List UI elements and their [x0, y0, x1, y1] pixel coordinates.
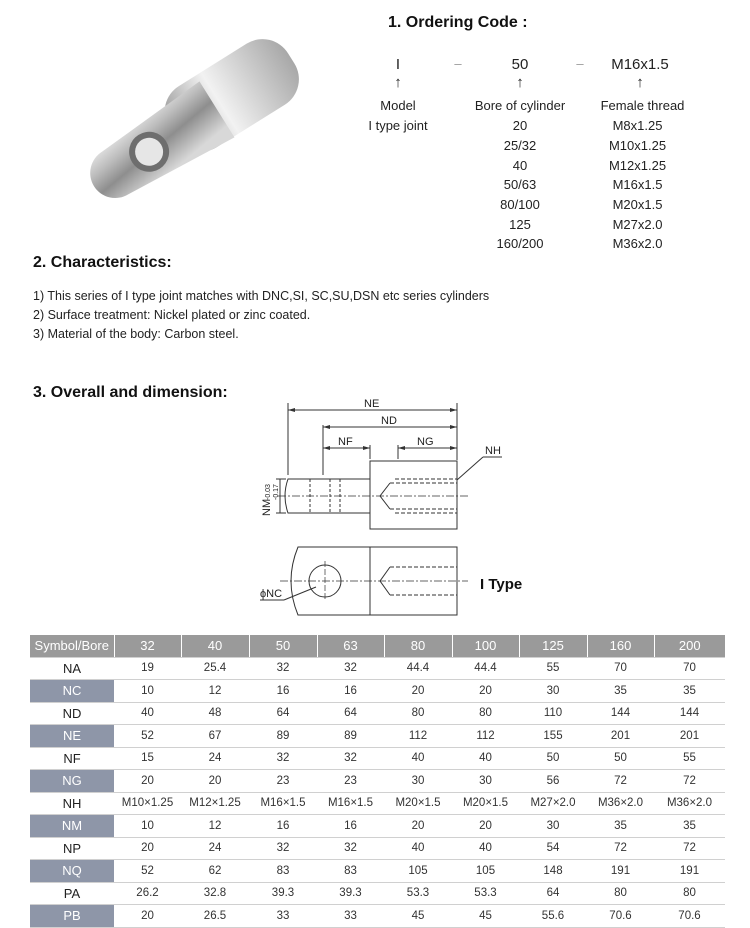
label-nc: ϕNC — [260, 588, 283, 600]
bore-value: 125 — [509, 217, 531, 232]
value-cell: 32 — [317, 837, 384, 860]
value-cell: 30 — [519, 680, 587, 703]
thread-value: M36x2.0 — [612, 236, 663, 251]
table-header-row — [30, 635, 725, 657]
dimension-heading: 3. Overall and dimension: — [33, 384, 228, 401]
value-cell: M10×1.25 — [114, 792, 181, 815]
value-cell: M36×2.0 — [654, 792, 725, 815]
value-cell: 148 — [519, 860, 587, 883]
table-row — [30, 792, 725, 815]
value-cell: 20 — [114, 770, 181, 793]
symbol-cell: NH — [30, 792, 114, 815]
value-cell: 19 — [114, 657, 181, 680]
value-cell: 35 — [654, 815, 725, 838]
value-cell: 201 — [587, 725, 654, 748]
value-cell: 70 — [587, 657, 654, 680]
value-cell: 32 — [317, 747, 384, 770]
value-cell: 30 — [384, 770, 452, 793]
value-cell: 53.3 — [452, 882, 519, 905]
value-cell: 39.3 — [249, 882, 317, 905]
value-cell: 32 — [317, 657, 384, 680]
value-cell: 33 — [249, 905, 317, 928]
bore-header: Bore of cylinder — [474, 98, 566, 113]
value-cell: 26.2 — [114, 882, 181, 905]
symbol-cell: ND — [30, 702, 114, 725]
value-cell: 45 — [384, 905, 452, 928]
value-cell: 16 — [317, 815, 384, 838]
table-row — [30, 747, 725, 770]
value-cell: 52 — [114, 860, 181, 883]
value-cell: 45 — [452, 905, 519, 928]
value-cell: 25.4 — [181, 657, 249, 680]
value-cell: 80 — [587, 882, 654, 905]
value-cell: M16×1.5 — [317, 792, 384, 815]
value-cell: 16 — [317, 680, 384, 703]
code-separator-1: – — [454, 56, 462, 71]
value-cell: 32 — [249, 837, 317, 860]
value-cell: 80 — [654, 882, 725, 905]
value-cell: 72 — [654, 837, 725, 860]
value-cell: 144 — [654, 702, 725, 725]
value-cell: 15 — [114, 747, 181, 770]
value-cell: 40 — [114, 702, 181, 725]
table-row — [30, 837, 725, 860]
header-cell: 80 — [384, 635, 452, 657]
model-value: I type joint — [368, 118, 428, 133]
value-cell: 39.3 — [317, 882, 384, 905]
label-nm-tol-lower: -0.17 — [273, 484, 280, 500]
value-cell: 89 — [249, 725, 317, 748]
value-cell: 32 — [249, 657, 317, 680]
value-cell: 20 — [452, 815, 519, 838]
thread-value: M10x1.25 — [608, 138, 667, 153]
value-cell: 44.4 — [452, 657, 519, 680]
value-cell: 44.4 — [384, 657, 452, 680]
symbol-cell: NP — [30, 837, 114, 860]
table-row — [30, 815, 725, 838]
table-row — [30, 657, 725, 680]
label-nh: NH — [485, 445, 501, 457]
value-cell: 110 — [519, 702, 587, 725]
value-cell: 72 — [587, 837, 654, 860]
value-cell: 55 — [654, 747, 725, 770]
value-cell: 70 — [654, 657, 725, 680]
value-cell: 20 — [384, 815, 452, 838]
characteristic-line: 3) Material of the body: Carbon steel. — [33, 327, 239, 341]
value-cell: M20×1.5 — [384, 792, 452, 815]
value-cell: 16 — [249, 680, 317, 703]
bore-value: 40 — [512, 158, 528, 173]
symbol-cell: NM — [30, 815, 114, 838]
value-cell: 10 — [114, 680, 181, 703]
value-cell: 201 — [654, 725, 725, 748]
value-cell: 10 — [114, 815, 181, 838]
table-row — [30, 770, 725, 793]
label-nf: NF — [338, 436, 353, 448]
code-thread: M16x1.5 — [611, 56, 669, 73]
symbol-cell: PB — [30, 905, 114, 928]
table-row — [30, 882, 725, 905]
label-nm: NM — [261, 498, 273, 516]
value-cell: 67 — [181, 725, 249, 748]
value-cell: 191 — [654, 860, 725, 883]
characteristic-line: 2) Surface treatment: Nickel plated or zinc coated. — [33, 308, 311, 322]
value-cell: 144 — [587, 702, 654, 725]
symbol-cell: NQ — [30, 860, 114, 883]
label-ne: NE — [364, 398, 380, 410]
table-row — [30, 725, 725, 748]
value-cell: M36×2.0 — [587, 792, 654, 815]
value-cell: 40 — [384, 837, 452, 860]
value-cell: 50 — [587, 747, 654, 770]
value-cell: 20 — [452, 680, 519, 703]
value-cell: 20 — [181, 770, 249, 793]
value-cell: 80 — [384, 702, 452, 725]
value-cell: 83 — [317, 860, 384, 883]
label-ng: NG — [417, 436, 434, 448]
thread-value: M8x1.25 — [612, 118, 663, 133]
bore-value: 50/63 — [503, 177, 537, 192]
label-type: I Type — [480, 576, 523, 593]
thread-header: Female thread — [600, 98, 685, 113]
value-cell: 20 — [114, 905, 181, 928]
arrow-up-icon: ↑ — [636, 74, 644, 91]
bore-value: 160/200 — [496, 236, 544, 251]
table-row — [30, 860, 725, 883]
thread-value: M12x1.25 — [608, 158, 667, 173]
value-cell: M16×1.5 — [249, 792, 317, 815]
value-cell: 35 — [587, 680, 654, 703]
value-cell: 54 — [519, 837, 587, 860]
value-cell: 53.3 — [384, 882, 452, 905]
model-header: Model — [380, 98, 416, 113]
symbol-cell: NF — [30, 747, 114, 770]
value-cell: 155 — [519, 725, 587, 748]
symbol-cell: NA — [30, 657, 114, 680]
product-photo — [70, 25, 330, 205]
header-cell: 50 — [249, 635, 317, 657]
arrow-up-icon: ↑ — [394, 74, 402, 91]
value-cell: 112 — [384, 725, 452, 748]
thread-value: M16x1.5 — [612, 177, 663, 192]
value-cell: M12×1.25 — [181, 792, 249, 815]
value-cell: 40 — [384, 747, 452, 770]
value-cell: 48 — [181, 702, 249, 725]
value-cell: 55 — [519, 657, 587, 680]
value-cell: 23 — [249, 770, 317, 793]
table-row — [30, 680, 725, 703]
value-cell: 24 — [181, 747, 249, 770]
value-cell: 23 — [317, 770, 384, 793]
value-cell: 24 — [181, 837, 249, 860]
thread-value: M20x1.5 — [612, 197, 663, 212]
bore-value: 25/32 — [503, 138, 537, 153]
ordering-code-heading: 1. Ordering Code : — [388, 14, 528, 31]
value-cell: 55.6 — [519, 905, 587, 928]
table-row — [30, 702, 725, 725]
header-cell: 160 — [587, 635, 654, 657]
value-cell: 112 — [452, 725, 519, 748]
value-cell: 64 — [519, 882, 587, 905]
label-nm-tol-upper: -0.03 — [265, 484, 272, 500]
symbol-cell: NC — [30, 680, 114, 703]
value-cell: 105 — [384, 860, 452, 883]
thread-value: M27x2.0 — [612, 217, 663, 232]
symbol-cell: NG — [30, 770, 114, 793]
dimension-table — [30, 635, 725, 928]
value-cell: 32 — [249, 747, 317, 770]
value-cell: 72 — [654, 770, 725, 793]
value-cell: 35 — [587, 815, 654, 838]
bore-value: 20 — [512, 118, 528, 133]
code-bore: 50 — [511, 56, 529, 73]
value-cell: 32.8 — [181, 882, 249, 905]
value-cell: 70.6 — [587, 905, 654, 928]
value-cell: 72 — [587, 770, 654, 793]
value-cell: 52 — [114, 725, 181, 748]
technical-drawing — [240, 395, 550, 625]
value-cell: 50 — [519, 747, 587, 770]
value-cell: M20×1.5 — [452, 792, 519, 815]
value-cell: 12 — [181, 680, 249, 703]
code-model: I — [395, 56, 401, 73]
value-cell: 105 — [452, 860, 519, 883]
value-cell: 89 — [317, 725, 384, 748]
value-cell: 30 — [452, 770, 519, 793]
value-cell: 70.6 — [654, 905, 725, 928]
value-cell: 26.5 — [181, 905, 249, 928]
value-cell: 191 — [587, 860, 654, 883]
value-cell: 62 — [181, 860, 249, 883]
value-cell: 30 — [519, 815, 587, 838]
value-cell: 35 — [654, 680, 725, 703]
code-separator-2: – — [576, 56, 584, 71]
table-row — [30, 905, 725, 928]
value-cell: 40 — [452, 747, 519, 770]
value-cell: 40 — [452, 837, 519, 860]
characteristics-heading: 2. Characteristics: — [33, 254, 172, 271]
value-cell: M27×2.0 — [519, 792, 587, 815]
label-nd: ND — [381, 415, 397, 427]
header-cell: 63 — [317, 635, 384, 657]
symbol-cell: NE — [30, 725, 114, 748]
value-cell: 56 — [519, 770, 587, 793]
value-cell: 20 — [384, 680, 452, 703]
value-cell: 12 — [181, 815, 249, 838]
header-cell: 100 — [452, 635, 519, 657]
header-cell: 32 — [114, 635, 181, 657]
value-cell: 16 — [249, 815, 317, 838]
bore-value: 80/100 — [500, 197, 540, 212]
value-cell: 64 — [317, 702, 384, 725]
header-cell: 200 — [654, 635, 725, 657]
symbol-cell: PA — [30, 882, 114, 905]
characteristic-line: 1) This series of I type joint matches with DNC,SI, SC,SU,DSN etc series cylinders — [33, 289, 490, 303]
value-cell: 20 — [114, 837, 181, 860]
header-cell: 125 — [519, 635, 587, 657]
value-cell: 80 — [452, 702, 519, 725]
arrow-up-icon: ↑ — [516, 74, 524, 91]
value-cell: 33 — [317, 905, 384, 928]
header-cell: 40 — [181, 635, 249, 657]
header-cell: Symbol/Bore — [30, 635, 114, 657]
value-cell: 64 — [249, 702, 317, 725]
value-cell: 83 — [249, 860, 317, 883]
